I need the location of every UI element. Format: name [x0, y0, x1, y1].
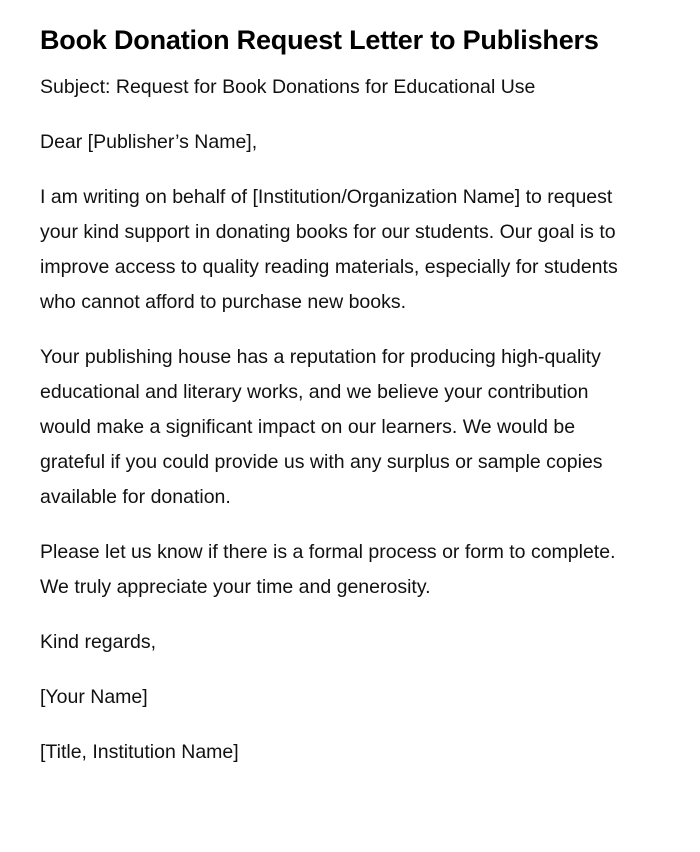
body-paragraph-3: Please let us know if there is a formal process or form to complete. We truly appreciate your time and generosity. — [40, 541, 621, 598]
salutation: Dear [Publisher’s Name], — [40, 131, 258, 153]
subject-line: Subject: Request for Book Donations for Educational Use — [40, 76, 536, 98]
signature-title: [Title, Institution Name] — [40, 741, 239, 763]
letter-body — [40, 70, 640, 770]
closing: Kind regards, — [40, 631, 156, 653]
page-title: Book Donation Request Letter to Publishers — [40, 25, 599, 55]
signature-name: [Your Name] — [40, 686, 148, 708]
body-paragraph-1: I am writing on behalf of [Institution/Organization Name] to request your kind support in donating books for our students. Our goal is to improve access to quality reading materials, especially for students who cannot afford to purchase new books. — [40, 186, 624, 313]
body-paragraph-2: Your publishing house has a reputation for producing high-quality educational and literary works, and we believe your contribution would make a significant impact on our learners. We would be grateful if you could provide us with any surplus or sample copies available for donation. — [40, 346, 608, 508]
